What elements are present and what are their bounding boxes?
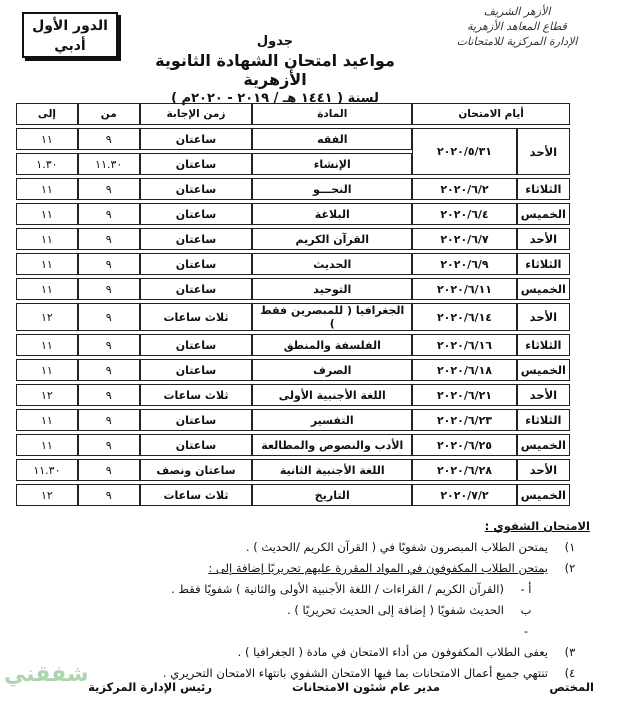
table-row bbox=[16, 384, 570, 406]
to-cell: ١١ bbox=[16, 203, 78, 225]
header-from: من bbox=[78, 103, 140, 125]
to-cell: ١١.٣٠ bbox=[16, 459, 78, 481]
institution-logo bbox=[432, 4, 602, 49]
from-cell: ٩ bbox=[78, 253, 140, 275]
date-cell: ٢٠٢٠/٦/١١ bbox=[412, 278, 517, 300]
round-label: الدور الأول bbox=[32, 18, 108, 34]
document-title bbox=[140, 34, 410, 106]
from-cell: ٩ bbox=[78, 434, 140, 456]
day-cell: الثلاثاء bbox=[517, 334, 570, 356]
subject-cell: الجغرافيا ( للمبصرين فقط ) bbox=[252, 303, 412, 331]
list-item: أ - (القرآن الكريم / القراءات / اللغة الأجنبية الأولى والثانية ) شفويًا فقط . bbox=[171, 582, 532, 596]
to-cell: ١١ bbox=[16, 128, 78, 150]
date-cell: ٢٠٢٠/٦/٢٥ bbox=[412, 434, 517, 456]
subject-cell: الحديث bbox=[252, 253, 412, 275]
logo-line: الأزهر الشريف bbox=[483, 5, 551, 18]
subject-cell: الأدب والنصوص والمطالعة bbox=[252, 434, 412, 456]
to-cell: ١١ bbox=[16, 334, 78, 356]
date-cell: ٢٠٢٠/٦/٢ bbox=[412, 178, 517, 200]
day-cell: الخميس bbox=[517, 359, 570, 381]
from-cell: ٩ bbox=[78, 334, 140, 356]
subject-cell: الفقه bbox=[252, 128, 412, 150]
table-row bbox=[16, 459, 570, 481]
round-badge bbox=[22, 12, 118, 58]
table-row bbox=[16, 128, 570, 150]
list-item: ب - الحديث شفويًا ( إضافة إلى الحديث تحريريًا ) . bbox=[287, 603, 532, 638]
subject-cell: اللغة الأجنبية الثانية bbox=[252, 459, 412, 481]
subject-cell: التوحيد bbox=[252, 278, 412, 300]
to-cell: ١١ bbox=[16, 228, 78, 250]
title-main: مواعيد امتحان الشهادة الثانوية الأزهرية bbox=[155, 51, 395, 89]
duration-cell: ساعتان bbox=[140, 253, 253, 275]
duration-cell: ساعتان bbox=[140, 334, 253, 356]
date-cell: ٢٠٢٠/٦/٤ bbox=[412, 203, 517, 225]
duration-cell: ساعتان bbox=[140, 128, 253, 150]
date-cell: ٢٠٢٠/٦/٧ bbox=[412, 228, 517, 250]
from-cell: ٩ bbox=[78, 228, 140, 250]
from-cell: ٩ bbox=[78, 384, 140, 406]
table-row bbox=[16, 409, 570, 431]
duration-cell: ساعتان bbox=[140, 153, 253, 175]
day-cell: الثلاثاء bbox=[517, 253, 570, 275]
table-row bbox=[16, 253, 570, 275]
table-row bbox=[16, 484, 570, 506]
table-row bbox=[16, 278, 570, 300]
date-cell: ٢٠٢٠/٥/٣١ bbox=[412, 128, 517, 175]
from-cell: ٩ bbox=[78, 359, 140, 381]
duration-cell: ساعتان bbox=[140, 359, 253, 381]
date-cell: ٢٠٢٠/٦/٢٨ bbox=[412, 459, 517, 481]
title-small: جدول bbox=[256, 34, 294, 49]
date-cell: ٢٠٢٠/٦/٩ bbox=[412, 253, 517, 275]
subject-cell: اللغة الأجنبية الأولى bbox=[252, 384, 412, 406]
to-cell: ١٢ bbox=[16, 484, 78, 506]
oral-heading: الامتحان الشفوي : bbox=[484, 519, 590, 533]
duration-cell: ساعتان bbox=[140, 278, 253, 300]
subject-cell: النحـــو bbox=[252, 178, 412, 200]
subject-cell: التفسير bbox=[252, 409, 412, 431]
from-cell: ٩ bbox=[78, 203, 140, 225]
day-cell: الأحد bbox=[517, 384, 570, 406]
title-year: لسنة ( ١٤٤١ هـ / ٢٠١٩ - ٢٠٢٠م ) bbox=[171, 91, 379, 106]
to-cell: ١١ bbox=[16, 409, 78, 431]
from-cell: ٩ bbox=[78, 178, 140, 200]
to-cell: ١١ bbox=[16, 253, 78, 275]
day-cell: الثلاثاء bbox=[517, 409, 570, 431]
duration-cell: ثلاث ساعات bbox=[140, 303, 253, 331]
oral-exam-section bbox=[20, 516, 590, 684]
day-cell: الأحد bbox=[517, 128, 570, 175]
duration-cell: ساعتان bbox=[140, 178, 253, 200]
to-cell: ١٢ bbox=[16, 384, 78, 406]
logo-line: الإدارة المركزية للامتحانات bbox=[456, 35, 578, 48]
day-cell: الثلاثاء bbox=[517, 178, 570, 200]
to-cell: ١١ bbox=[16, 178, 78, 200]
duration-cell: ساعتان bbox=[140, 434, 253, 456]
header-to: إلى bbox=[16, 103, 78, 125]
list-item: ٤) تنتهي جميع أعمال الامتحانات بما فيها الامتحان الشفوي بانتهاء الامتحان التحريري . bbox=[162, 666, 576, 680]
date-cell: ٢٠٢٠/٧/٢ bbox=[412, 484, 517, 506]
from-cell: ١١.٣٠ bbox=[78, 153, 140, 175]
from-cell: ٩ bbox=[78, 303, 140, 331]
date-cell: ٢٠٢٠/٦/١٤ bbox=[412, 303, 517, 331]
logo-line: قطاع المعاهد الأزهرية bbox=[467, 20, 567, 33]
to-cell: ١١ bbox=[16, 278, 78, 300]
to-cell: ١٢ bbox=[16, 303, 78, 331]
day-cell: الأحد bbox=[517, 459, 570, 481]
duration-cell: ساعتان bbox=[140, 203, 253, 225]
header-duration: زمن الإجابة bbox=[140, 103, 253, 125]
table-row bbox=[16, 178, 570, 200]
day-cell: الأحد bbox=[517, 303, 570, 331]
to-cell: ١.٣٠ bbox=[16, 153, 78, 175]
table-row bbox=[16, 303, 570, 331]
list-item: ٢) يمتحن الطلاب المكفوفون في المواد المقررة عليهم تحريريًا إضافة إلى : bbox=[208, 561, 576, 575]
day-cell: الخميس bbox=[517, 278, 570, 300]
subject-cell: الإنشاء bbox=[252, 153, 412, 175]
subject-cell: البلاغة bbox=[252, 203, 412, 225]
signature-exams-director: مدير عام شئون الامتحانات bbox=[292, 680, 440, 694]
duration-cell: ثلاث ساعات bbox=[140, 484, 253, 506]
to-cell: ١١ bbox=[16, 359, 78, 381]
from-cell: ٩ bbox=[78, 278, 140, 300]
table-row bbox=[16, 334, 570, 356]
duration-cell: ساعتان ونصف bbox=[140, 459, 253, 481]
date-cell: ٢٠٢٠/٦/٢٣ bbox=[412, 409, 517, 431]
table-row bbox=[16, 359, 570, 381]
header-days: أيام الامتحان bbox=[412, 103, 570, 125]
table-row bbox=[16, 203, 570, 225]
from-cell: ٩ bbox=[78, 484, 140, 506]
signature-specialist: المختص bbox=[549, 680, 594, 694]
list-item: ١) يمتحن الطلاب المبصرون شفويًا في ( القرآن الكريم /الحديث ) . bbox=[245, 540, 576, 554]
from-cell: ٩ bbox=[78, 459, 140, 481]
table-header-row bbox=[16, 103, 570, 125]
duration-cell: ساعتان bbox=[140, 409, 253, 431]
subject-cell: الصرف bbox=[252, 359, 412, 381]
document-header bbox=[0, 0, 620, 106]
exam-schedule-table bbox=[16, 100, 570, 509]
signature-central-head: رئيس الإدارة المركزية bbox=[88, 680, 212, 694]
table-row bbox=[16, 228, 570, 250]
subject-cell: القرآن الكريم bbox=[252, 228, 412, 250]
watermark-logo: شفقني bbox=[4, 662, 89, 687]
to-cell: ١١ bbox=[16, 434, 78, 456]
subject-cell: الفلسفة والمنطق bbox=[252, 334, 412, 356]
table-row bbox=[16, 434, 570, 456]
day-cell: الخميس bbox=[517, 484, 570, 506]
date-cell: ٢٠٢٠/٦/١٨ bbox=[412, 359, 517, 381]
duration-cell: ثلاث ساعات bbox=[140, 384, 253, 406]
date-cell: ٢٠٢٠/٦/٢١ bbox=[412, 384, 517, 406]
list-item: ٣) يعفى الطلاب المكفوفون من أداء الامتحان في مادة ( الجغرافيا ) . bbox=[237, 645, 576, 659]
from-cell: ٩ bbox=[78, 128, 140, 150]
subject-cell: التاريخ bbox=[252, 484, 412, 506]
date-cell: ٢٠٢٠/٦/١٦ bbox=[412, 334, 517, 356]
day-cell: الخميس bbox=[517, 203, 570, 225]
duration-cell: ساعتان bbox=[140, 228, 253, 250]
track-label: أدبي bbox=[54, 38, 86, 54]
day-cell: الخميس bbox=[517, 434, 570, 456]
header-subject: المادة bbox=[252, 103, 412, 125]
from-cell: ٩ bbox=[78, 409, 140, 431]
day-cell: الأحد bbox=[517, 228, 570, 250]
